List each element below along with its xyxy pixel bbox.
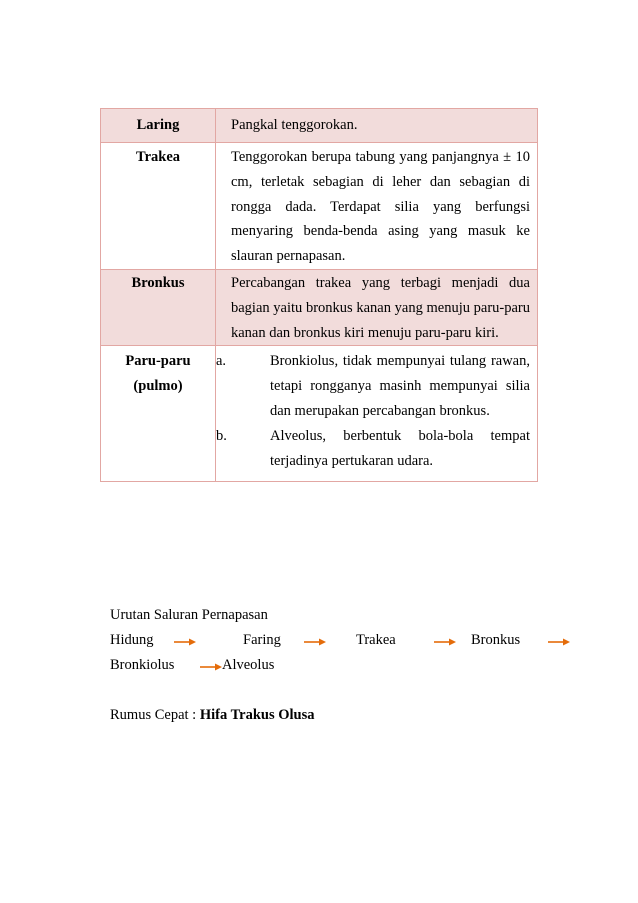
sequence-step: Faring bbox=[243, 632, 281, 648]
formula-value: Hifa Trakus Olusa bbox=[199, 707, 315, 723]
sequence-line-1 bbox=[110, 628, 570, 653]
sequence-step: Hidung bbox=[110, 632, 154, 648]
arrow-right-icon bbox=[548, 637, 570, 647]
organ-term bbox=[101, 269, 216, 345]
sequence-line-2 bbox=[110, 653, 570, 678]
arrow-right-icon bbox=[200, 662, 222, 672]
organ-term bbox=[101, 143, 216, 270]
list-marker: b. bbox=[216, 427, 227, 444]
arrow-right-icon bbox=[434, 637, 456, 647]
organ-description bbox=[216, 346, 538, 482]
organ-description: Percabangan trakea yang terbagi menjadi dua bagian yaitu bronkus kanan yang menuju paru-paru kanan dan bronkus kiri menuju paru-paru kiri. bbox=[216, 269, 538, 345]
list-item bbox=[216, 424, 530, 474]
organ-name: Trakea bbox=[135, 149, 181, 165]
arrow-right-icon bbox=[174, 637, 196, 647]
arrow-right-icon bbox=[304, 637, 326, 647]
list-marker: a. bbox=[216, 353, 227, 370]
list-item bbox=[216, 349, 530, 423]
organ-name: Paru-paru bbox=[125, 353, 191, 370]
table-row bbox=[101, 109, 538, 143]
formula-line bbox=[110, 703, 570, 728]
list-text: Bronkiolus, tidak mempunyai tulang rawan, tetapi rongganya masinh mempunyai silia dan merupakan percabangan bronkus. bbox=[270, 353, 530, 419]
organ-term bbox=[101, 346, 216, 482]
list-text: Alveolus, berbentuk bola-bola tempat terjadinya pertukaran udara. bbox=[270, 427, 530, 469]
table-row bbox=[101, 143, 538, 270]
table-row bbox=[101, 269, 538, 345]
sequence-heading: Urutan Saluran Pernapasan bbox=[110, 607, 268, 623]
sub-list bbox=[216, 349, 530, 473]
organ-description: Tenggorokan berupa tabung yang panjangnya ± 10 cm, terletak sebagian di leher dan sebagian di rongga dada. Terdapat silia yang berfungsi menyaring benda-benda asing yang masuk ke slauran pernapasan. bbox=[216, 143, 538, 270]
organ-name: Laring bbox=[136, 117, 180, 134]
sequence-step: Alveolus bbox=[222, 657, 275, 673]
organ-description: Pangkal tenggorokan. bbox=[216, 109, 538, 143]
table-row bbox=[101, 346, 538, 482]
formula-label: Rumus Cepat : bbox=[110, 707, 200, 723]
sequence-step: Trakea bbox=[356, 632, 396, 648]
respiratory-organs-table bbox=[100, 108, 538, 482]
after-table-text bbox=[110, 603, 570, 728]
organ-name: Bronkus bbox=[131, 274, 185, 291]
sequence-step: Bronkus bbox=[471, 632, 521, 648]
organ-term bbox=[101, 109, 216, 143]
organ-alt-name: (pulmo) bbox=[133, 378, 183, 395]
sequence-step: Bronkiolus bbox=[110, 657, 175, 673]
